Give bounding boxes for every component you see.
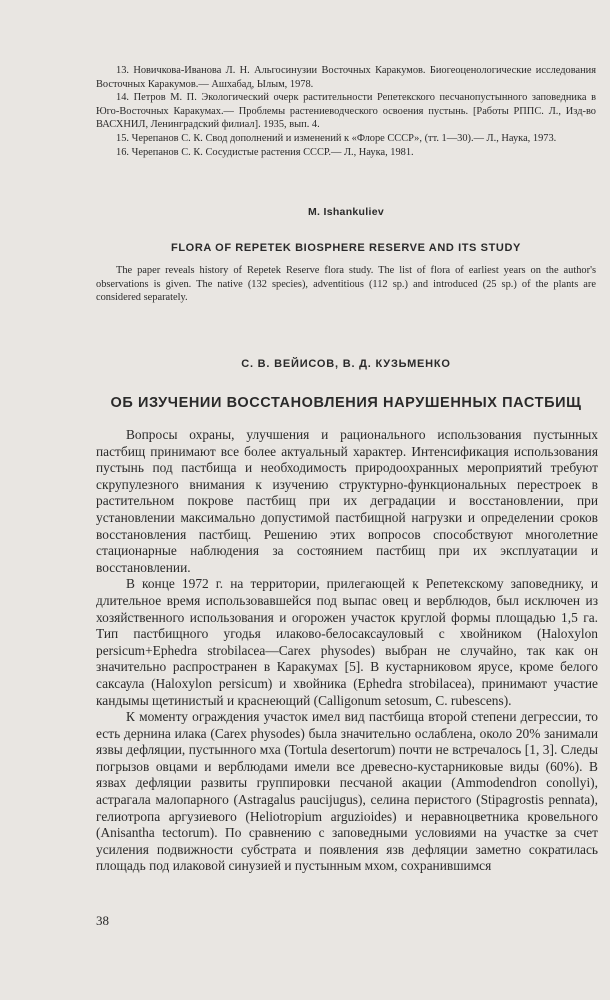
article-title: ОБ ИЗУЧЕНИИ ВОССТАНОВЛЕНИЯ НАРУШЕННЫХ ПАСТБИЩ: [110, 395, 582, 411]
english-title: FLORA OF REPETEK BIOSPHERE RESERVE AND ITS STUDY: [171, 242, 521, 254]
page-number: 38: [96, 913, 109, 928]
reference-item: 15. Черепанов С. К. Свод дополнений и изменений к «Флоре СССР», (тт. 1—30).— Л., Наука, 1973.: [116, 132, 557, 144]
article-authors: С. В. ВЕЙИСОВ, В. Д. КУЗЬМЕНКО: [241, 358, 451, 370]
body-paragraph: Вопросы охраны, улучшения и рационального использования пустынных пастбищ принимают все более актуальный характер. Интенсификация использования пустынь под пастбища и необходимость природоохранных мероприятий требуют скрупулезного внимания к изучению структурно-функциональных перестроек в растительном покрове пастбищ при их деградации и восстановлении, при установлении максимально допустимой пастбищной нагрузки и определении сроков восстановления пастбищ. Решению этих вопросов способствуют многолетние стационарные наблюдения за состоянием пастбищ при их эксплуатации и восстановлении.: [96, 427, 598, 575]
body-paragraph: В конце 1972 г. на территории, прилегающей к Репетекскому заповеднику, и длительное время использовавшейся под выпас овец и верблюдов, был исключен из хозяйственного использования и огорожен участок круглой формы площадью 1,5 га. Тип пастбищного угодья илаково-белосаксауловый с хвойником (Haloxylon persicum+Ephedra strobilacea—Carex physodes) выбран не случайно, так как он значительно распространен в Каракумах [5]. В кустарниковом ярусе, кроме белого саксаула (Haloxylon persicum) и хвойника (Ephedra strobilacea), принимают участие кандымы щетинистый и краснеющий (Calligonum setosum, C. rubescens).: [96, 576, 598, 708]
english-author: M. Ishankuliev: [308, 206, 384, 218]
reference-item: 16. Черепанов С. К. Сосудистые растения СССР.— Л., Наука, 1981.: [116, 146, 414, 158]
reference-item: 13. Новичкова-Иванова Л. Н. Альгосинузии Восточных Каракумов. Биогеоценологические исследования Восточных Каракумов.— Ашхабад, Ылым, 1978.: [96, 65, 596, 90]
reference-item: 14. Петров М. П. Экологический очерк растительности Репетекского песчанопустынного заповедника в Юго-Восточных Каракумах.— Проблемы растениеводческого освоения пустынь. [Работы РППС. Л., Изд-во ВАСХНИЛ, Ленинградский филиал]. 1935, вып. 4.: [96, 92, 596, 131]
reference-list: [96, 64, 596, 159]
article-body: [96, 427, 598, 875]
body-paragraph: К моменту ограждения участок имел вид пастбища второй степени дегрессии, то есть дернина илака (Carex physodes) была значительно ослаблена, около 20% занимали язвы дефляции, пустынного мха (Tortula desertorum) почти не встречалось [1, 3]. Следы погрызов овцами и верблюдами имели все древесно-кустарниковые виды (60%). В язвах дефляции развиты группировки песчаной акации (Ammodendron conollyi), астрагала малопарного (Astragalus paucijugus), селина перистого (Stipagrostis pennata), гелиотропа аргузиевого (Heliotropium arguzioides) и неравноцветника кровельного (Anisantha tectorum). По сравнению с заповедными условиями на участке за счет усиления подвижности субстрата и появления язв дефляции заметно сократилась площадь под илаковой синузией и пустынным мхом, сохранившимся: [96, 709, 598, 874]
english-abstract: The paper reveals history of Repetek Reserve flora study. The list of flora of earliest years on the author's observations is given. The native (132 species), adventitious (112 sp.) and introduced (25 sp.) of the plants are considered separately.: [96, 265, 596, 304]
